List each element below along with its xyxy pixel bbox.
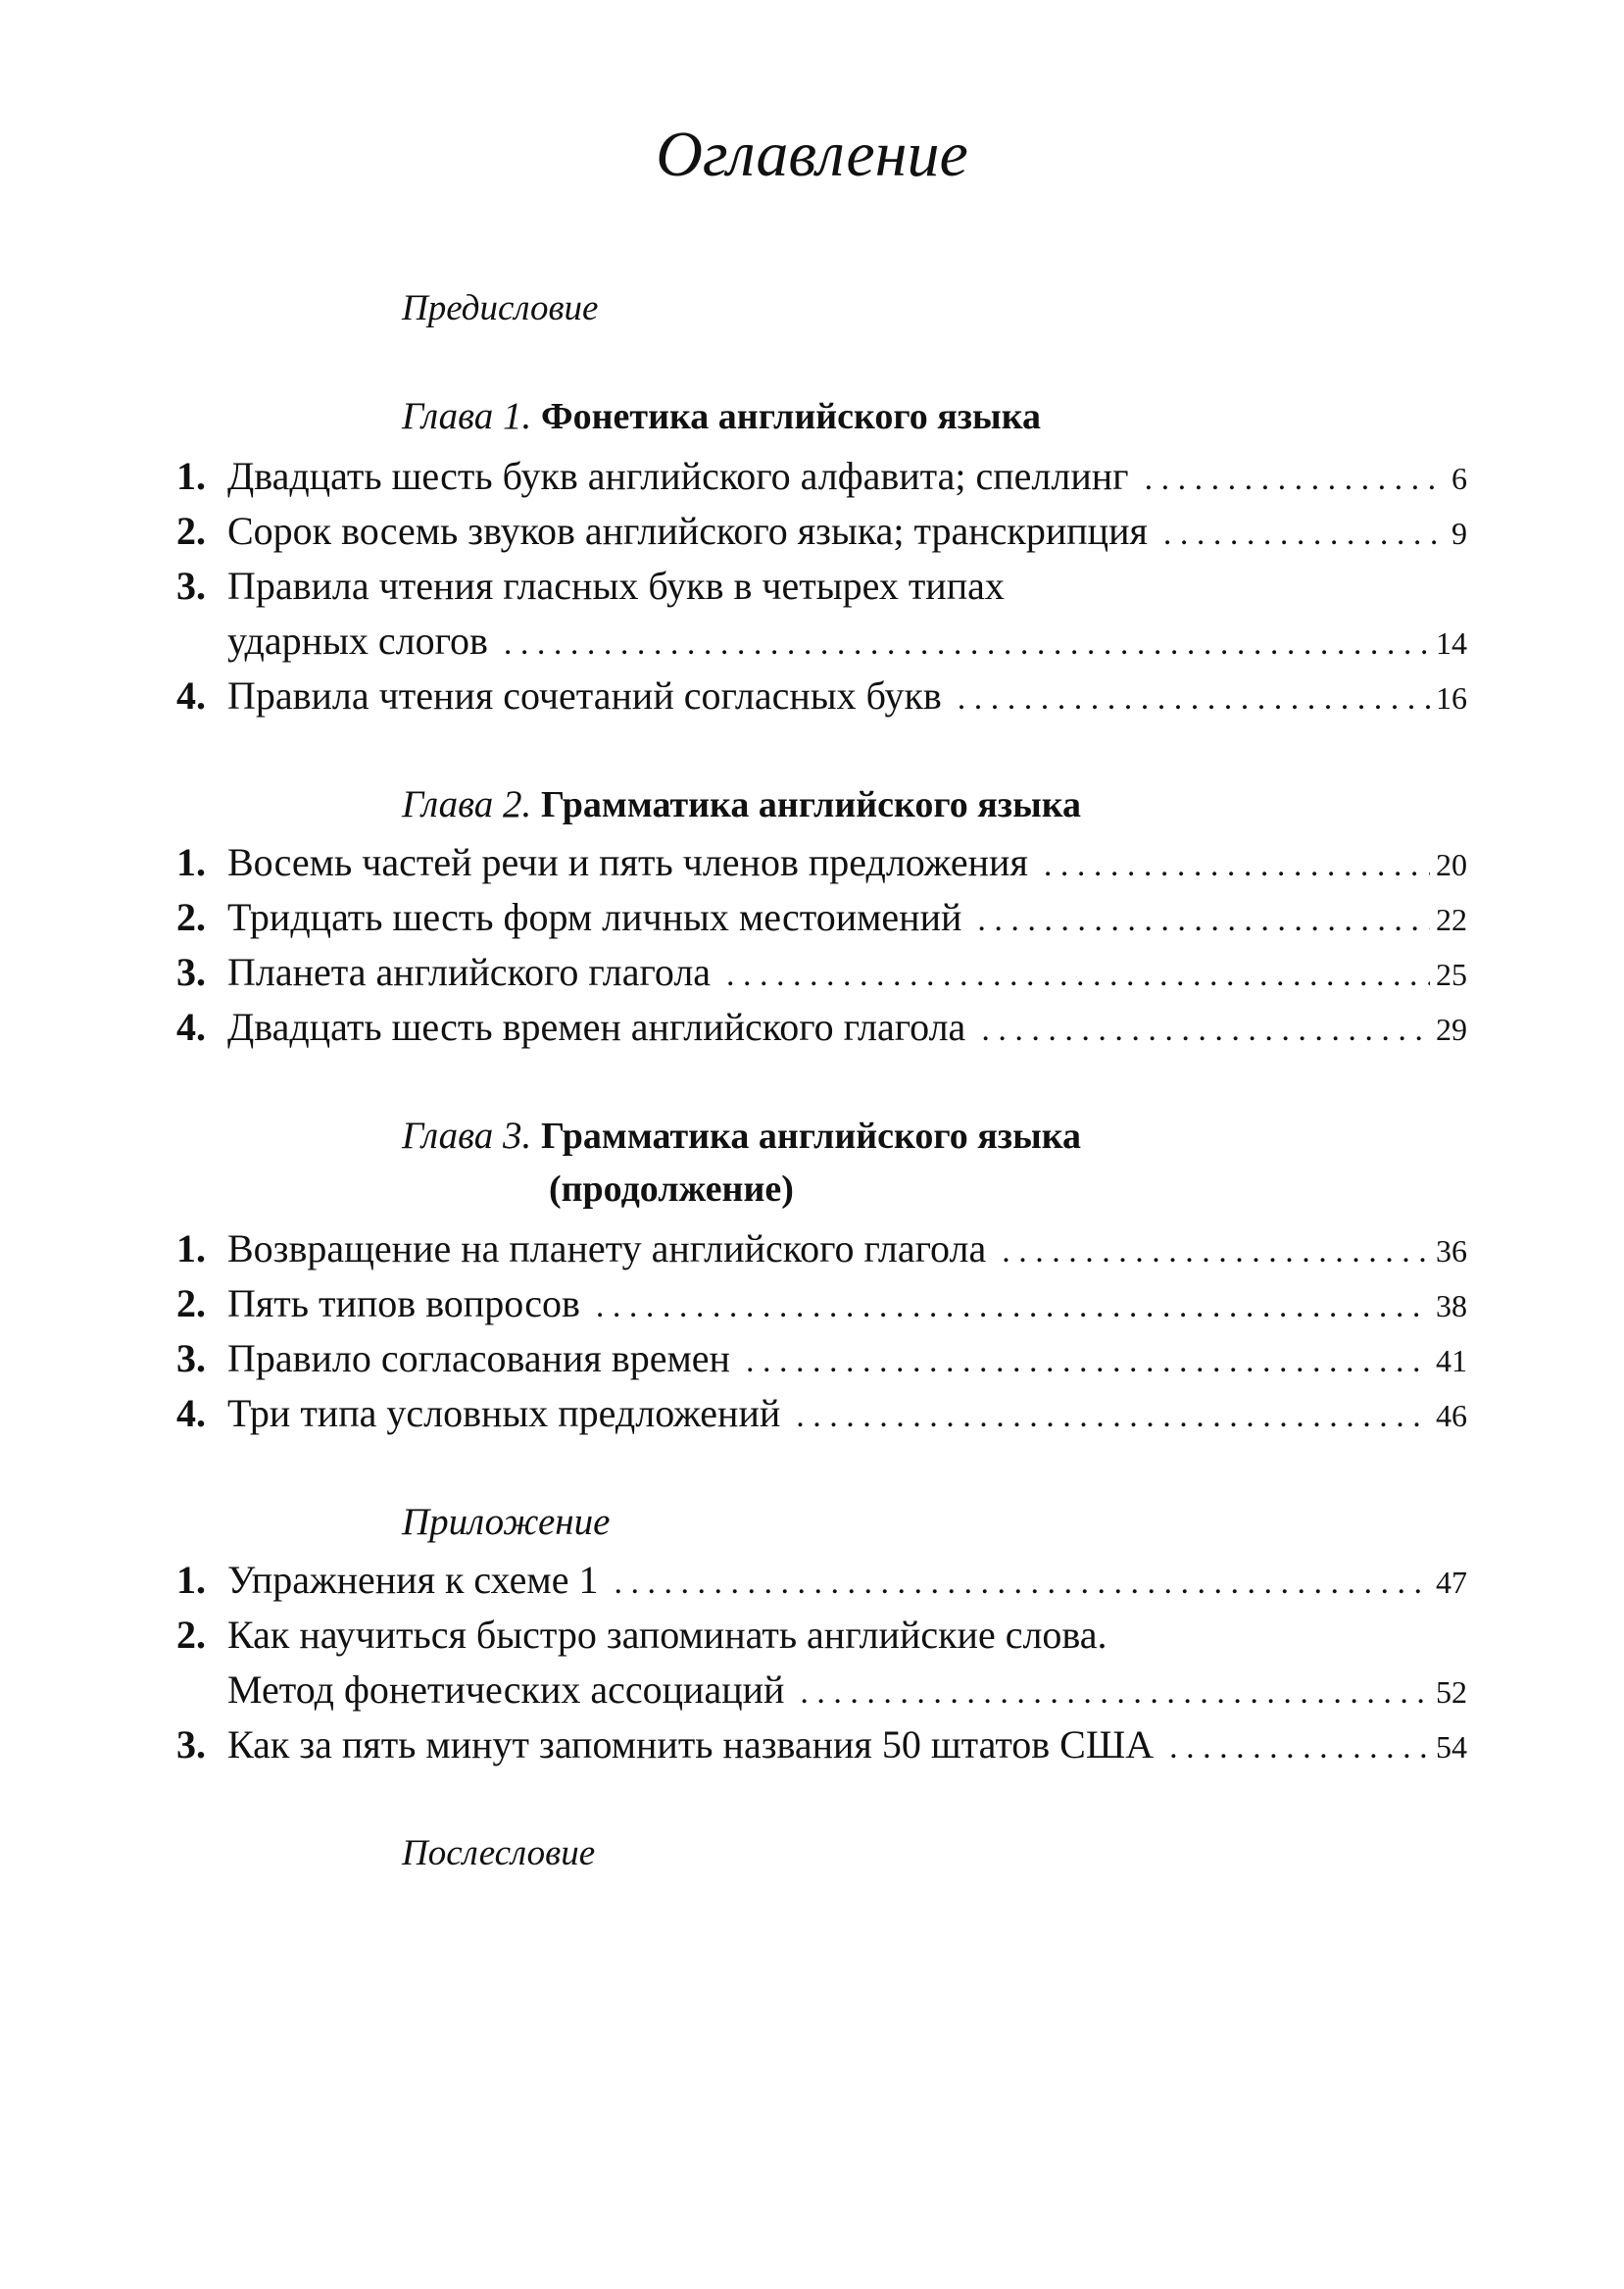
page-number: 16 (1436, 680, 1467, 716)
dot-leader (981, 1003, 1430, 1058)
chapter-3-label: Глава 3. (402, 1115, 532, 1157)
dot-leader (977, 893, 1430, 948)
appendix-heading (402, 1496, 610, 1549)
toc-entry[interactable] (176, 1553, 1467, 1611)
page-number: 20 (1436, 847, 1467, 882)
entry-number: 3. (176, 564, 206, 608)
dot-leader (504, 617, 1430, 672)
entry-title: Упражнения к схеме 1 (227, 1558, 599, 1602)
toc-entry[interactable] (176, 559, 1467, 672)
chapter-1-title: Фонетика английского языка (541, 396, 1042, 437)
entry-number: 3. (176, 1336, 206, 1380)
page-number: 54 (1436, 1729, 1467, 1765)
entry-number: 4. (176, 1391, 206, 1435)
chapter-1-label: Глава 1. (402, 395, 532, 437)
page-number: 25 (1436, 957, 1467, 992)
entry-number: 2. (176, 509, 206, 553)
dot-leader (796, 1389, 1430, 1444)
toc-entry[interactable] (176, 1000, 1467, 1058)
chapter-3-title: Грамматика английского языка (541, 1116, 1082, 1157)
toc-entry[interactable] (176, 669, 1467, 726)
toc-entry[interactable] (176, 1331, 1467, 1389)
page-number: 41 (1436, 1343, 1467, 1378)
entry-title: Планета английского глагола (227, 950, 712, 994)
entry-number: 1. (176, 840, 206, 884)
toc-entry[interactable] (176, 1221, 1467, 1279)
entry-title: Как научиться быстро запоминать английские слова. (227, 1613, 1107, 1657)
entry-title: Двадцать шесть букв английского алфавита; спеллинг (227, 454, 1129, 498)
toc-entry[interactable] (176, 1608, 1467, 1720)
entry-number: 3. (176, 1722, 206, 1767)
toc-entry[interactable] (176, 449, 1467, 507)
entry-number: 2. (176, 1281, 206, 1325)
entry-number: 2. (176, 1613, 206, 1657)
page-title: Оглавление (656, 119, 968, 190)
afterword-link[interactable]: Послесловие (402, 1833, 596, 1873)
dot-leader (1002, 1224, 1430, 1279)
entry-title: Двадцать шесть времен английского глагола (227, 1005, 966, 1049)
entry-title: Возвращение на планету английского глагола (227, 1226, 987, 1270)
entry-number: 4. (176, 1005, 206, 1049)
entry-number: 4. (176, 673, 206, 718)
entry-title: Тридцать шесть форм личных местоимений (227, 895, 962, 939)
chapter-2-heading (402, 778, 1081, 831)
dot-leader (726, 948, 1430, 1003)
dot-leader (596, 1279, 1430, 1334)
entry-title: Правила чтения сочетаний согласных букв (227, 673, 942, 718)
entry-number: 1. (176, 1226, 206, 1270)
toc-entry[interactable] (176, 504, 1467, 562)
entry-number: 2. (176, 895, 206, 939)
dot-leader (746, 1334, 1430, 1389)
page-number: 36 (1436, 1233, 1467, 1269)
page-number: 52 (1436, 1674, 1467, 1710)
preface-link[interactable]: Предисловие (402, 288, 599, 328)
dot-leader (1163, 507, 1446, 562)
page-number: 38 (1436, 1288, 1467, 1323)
page-number: 14 (1436, 625, 1467, 661)
entry-title: Пять типов вопросов (227, 1281, 580, 1325)
toc-entry[interactable] (176, 945, 1467, 1003)
chapter-2-title: Грамматика английского языка (541, 784, 1082, 825)
dot-leader (1169, 1720, 1430, 1775)
dot-leader (1145, 452, 1446, 507)
entry-title: Правило согласования времен (227, 1336, 730, 1380)
chapter-1-heading (402, 390, 1041, 443)
dot-leader (800, 1666, 1430, 1720)
toc-entry[interactable] (176, 835, 1467, 893)
entry-number: 1. (176, 454, 206, 498)
entry-number: 1. (176, 1558, 206, 1602)
page-number: 47 (1436, 1565, 1467, 1600)
page-number: 29 (1436, 1012, 1467, 1047)
chapter-3-heading (402, 1110, 1081, 1216)
entry-title-continued: Метод фонетических ассоциаций (227, 1667, 785, 1712)
entry-title: Три типа условных предложений (227, 1391, 781, 1435)
appendix-label: Приложение (402, 1501, 611, 1543)
entry-title: Как за пять минут запомнить названия 50 штатов США (227, 1722, 1155, 1767)
chapter-2-label: Глава 2. (402, 783, 532, 825)
dot-leader (1044, 838, 1430, 893)
toc-entry[interactable] (176, 890, 1467, 948)
toc-entry[interactable] (176, 1717, 1467, 1775)
page-number: 6 (1452, 461, 1467, 496)
entry-title-continued: ударных слогов (227, 619, 488, 663)
dot-leader (958, 672, 1430, 726)
entry-title: Сорок восемь звуков английского языка; транскрипция (227, 509, 1148, 553)
toc-entry[interactable] (176, 1276, 1467, 1334)
entry-title: Правила чтения гласных букв в четырех типах (227, 564, 1005, 608)
page-number: 46 (1436, 1398, 1467, 1433)
toc-entry[interactable] (176, 1386, 1467, 1444)
page-number: 22 (1436, 902, 1467, 937)
entry-number: 3. (176, 950, 206, 994)
dot-leader (614, 1556, 1430, 1611)
chapter-3-title-continued: (продолжение) (549, 1169, 794, 1210)
entry-title: Восемь частей речи и пять членов предложения (227, 840, 1028, 884)
page-number: 9 (1452, 516, 1467, 551)
